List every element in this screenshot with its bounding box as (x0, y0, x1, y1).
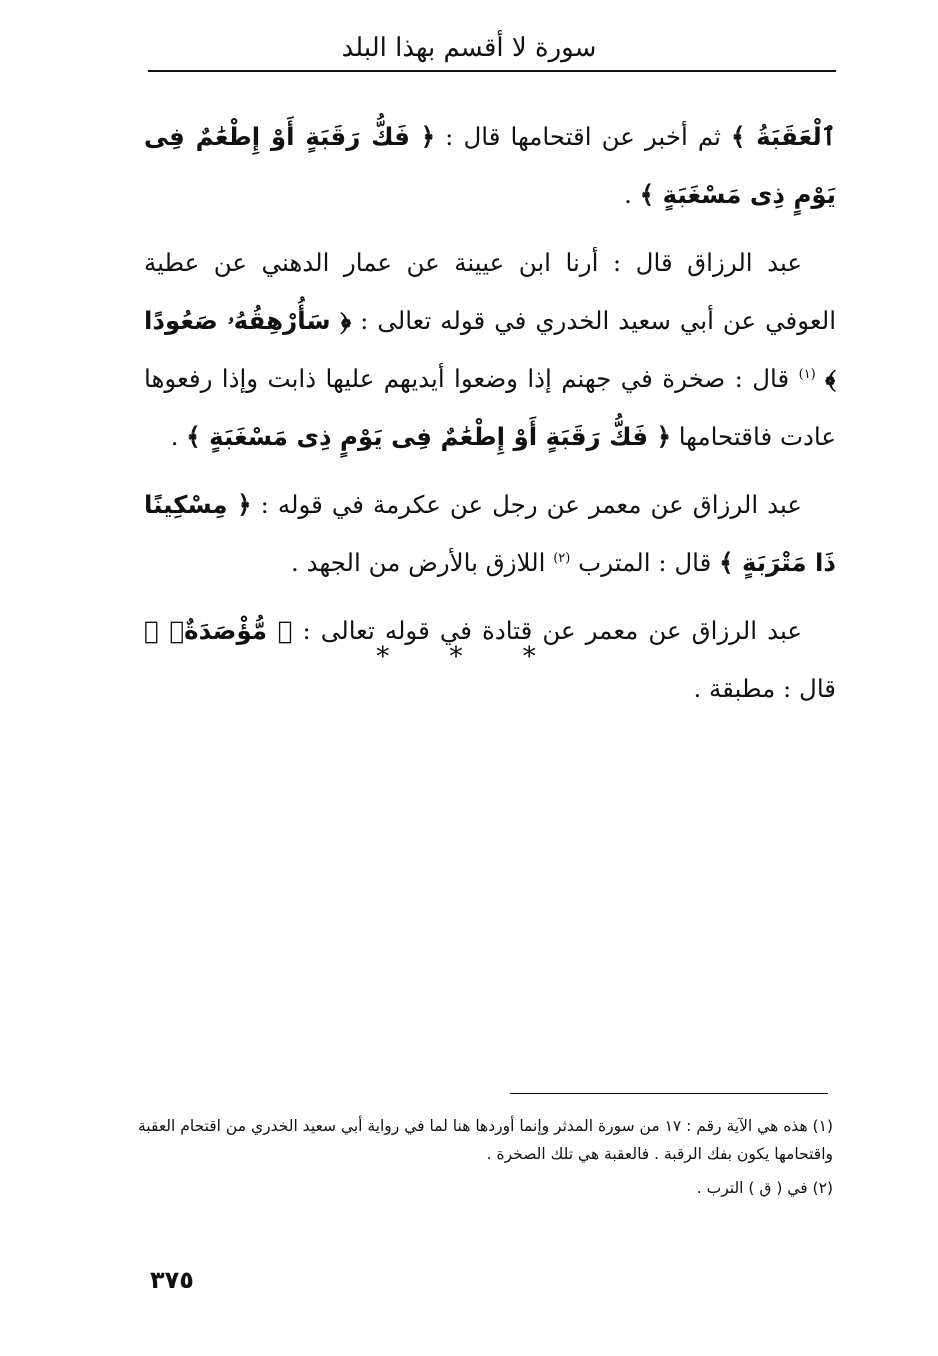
header-rule (148, 70, 836, 72)
paragraph-3-text-2: قال : المترب (570, 548, 720, 577)
paragraph-4-text-2: قال : مطبقة . (693, 674, 836, 703)
paragraph-2-text-2: قال : صخرة في جهنم إذا وضعوا أيديهم عليها ذابت وإذا رفعوها عادت فاقتحامها (144, 364, 836, 451)
page-number: ٣٧٥ (150, 1266, 194, 1294)
footnote-ref-1: (١) (798, 366, 816, 382)
quran-verse: ﴿ سَأُرْهِقُهُۥ صَعُودًا ﴾ (144, 306, 836, 393)
paragraph-1 (144, 108, 836, 224)
paragraph-2-text-1: عبد الرزاق قال : أرنا ابن عيينة عن عمار الدهني عن عطية العوفي عن أبي سعيد الخدري في قوله تعالى : (144, 248, 836, 335)
quran-verse: ﴿ مُّؤْصَدَةٌۢ ﴾ (144, 616, 293, 645)
paragraph-3-text-1: عبد الرزاق عن معمر عن رجل عن عكرمة في قوله : (251, 490, 803, 519)
paragraph-1-end: . (624, 180, 640, 209)
paragraph-2 (144, 234, 836, 466)
paragraph-3 (144, 476, 836, 592)
quran-fragment: ٱلْعَقَبَةُ ﴾ (730, 122, 837, 151)
running-title: سورة لا أقسم بهذا البلد (341, 33, 597, 63)
quran-verse: ﴿ فَكُّ رَقَبَةٍ أَوْ إِطْعَٰمٌ فِى يَوْمٍ ذِى مَسْغَبَةٍ ﴾ (186, 422, 671, 451)
main-text (144, 108, 836, 728)
quran-verse: ﴿ فَكُّ رَقَبَةٍ أَوْ إِطْعَٰمٌ فِى يَوْمٍ ذِى مَسْغَبَةٍ ﴾ (144, 122, 836, 209)
footnotes (138, 1112, 833, 1208)
paragraph-4-text-1: عبد الرزاق عن معمر عن قتادة في قوله تعالى : (292, 616, 802, 645)
paragraph-1-text: ثم أخبر عن اقتحامها قال : (435, 122, 731, 151)
footnote-1: (١) هذه هي الآية رقم : ١٧ من سورة المدثر وإنما أوردها هنا لما في رواية أبي سعيد الخدري من اقتحام العقبة واقتحامها يكون بفك الرقبة . فالعقبة هي تلك الصخرة . (138, 1117, 833, 1163)
section-separator: * * * (376, 642, 562, 672)
quran-verse: ﴿ مِسْكِينًا ذَا مَتْرَبَةٍ ﴾ (144, 490, 836, 577)
footnote-rule (510, 1093, 828, 1094)
footnote-ref-2: (٢) (553, 550, 571, 566)
paragraph-2-end: . (170, 422, 187, 451)
paragraph-3-text-3: اللازق بالأرض من الجهد . (291, 548, 554, 577)
footnote-2: (٢) في ( ق ) الترب . (696, 1179, 833, 1197)
